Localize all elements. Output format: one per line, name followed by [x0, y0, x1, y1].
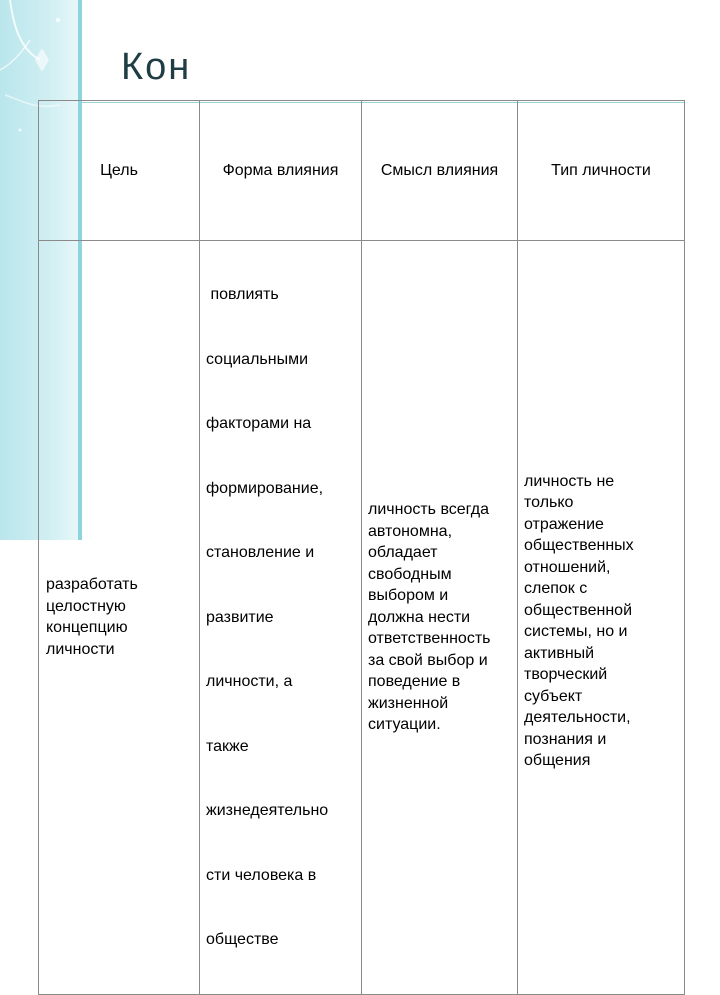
- text-line: целостную: [46, 597, 126, 615]
- text-line: деятельности,: [524, 709, 631, 727]
- text-line: сти человека в: [206, 866, 317, 884]
- text-line: разработать: [46, 576, 138, 594]
- text-line: за свой выбор и: [368, 651, 488, 669]
- text-line: развитие: [206, 608, 274, 626]
- text-line: отношений,: [524, 558, 611, 576]
- text-line: общественных: [524, 537, 634, 555]
- text-line: личности, а: [206, 673, 293, 690]
- cell-personality-type: [518, 241, 685, 995]
- text-line: социальными: [206, 350, 309, 368]
- text-line: ситуации.: [368, 716, 441, 733]
- cell-influence-form: [200, 241, 362, 995]
- text-line: ответственность: [368, 630, 491, 647]
- text-line: формирование,: [206, 479, 324, 497]
- cell-influence-meaning: [362, 241, 518, 995]
- text-line: факторами на: [206, 415, 312, 432]
- text-line: становление и: [206, 544, 315, 561]
- text-line: выбором и: [368, 587, 449, 604]
- text-line: творческий: [524, 666, 608, 684]
- text-line: общественной: [524, 601, 632, 619]
- text-line: системы, но и: [524, 623, 628, 641]
- text-line: автономна,: [368, 522, 453, 540]
- text-line: личность не: [524, 472, 615, 490]
- text-line: субъект: [524, 687, 583, 705]
- text-line: свободным: [368, 565, 452, 583]
- text-line: жизнедеятельно: [206, 802, 329, 819]
- text-line: также: [206, 737, 249, 755]
- text-line: должна нести: [368, 608, 471, 626]
- text-line: активный: [524, 644, 595, 662]
- text-line: познания и: [524, 730, 607, 748]
- header-personality-type: Тип личности: [518, 101, 685, 241]
- text-line: концепцию: [46, 619, 128, 637]
- table-header-row: [39, 101, 685, 241]
- text-line: обществе: [206, 931, 279, 948]
- header-influence-form: Форма влияния: [200, 101, 362, 241]
- text-line: личность всегда: [368, 501, 490, 518]
- comparison-table: [38, 100, 685, 995]
- header-influence-meaning: Смысл влияния: [362, 101, 518, 241]
- text-line: слепок с: [524, 580, 588, 598]
- text-line: обладает: [368, 544, 438, 561]
- text-line: личности: [46, 640, 115, 658]
- text-line: повлиять: [206, 286, 279, 303]
- header-goal: Цель: [39, 101, 200, 241]
- text-line: только: [524, 494, 574, 512]
- text-line: отражение: [524, 515, 604, 533]
- slide-title: Кон: [121, 46, 192, 88]
- text-line: поведение в: [368, 673, 461, 690]
- text-line: жизненной: [368, 694, 449, 712]
- table-row: [39, 241, 685, 995]
- cell-goal: [39, 241, 200, 995]
- text-line: общения: [524, 752, 591, 770]
